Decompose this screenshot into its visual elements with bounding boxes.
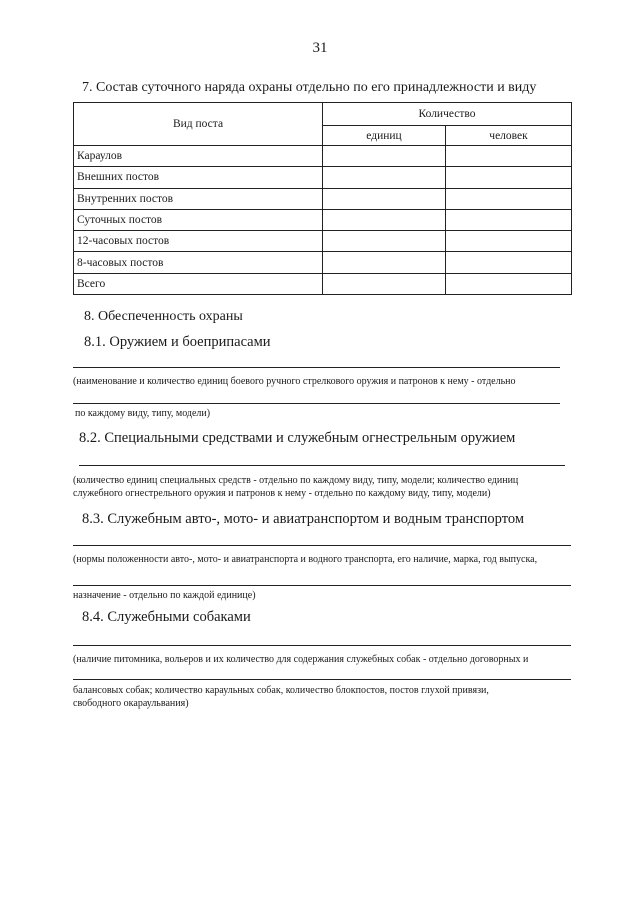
fill-in-line — [73, 367, 560, 368]
post-name-cell: 12-часовых постов — [74, 231, 323, 252]
table-row — [74, 273, 572, 294]
section-8-title: 8. Обеспеченность охраны — [84, 309, 243, 324]
table-row — [74, 167, 572, 188]
people-cell — [446, 231, 572, 252]
fill-in-line — [73, 645, 571, 646]
post-name-cell: Суточных постов — [74, 209, 323, 230]
people-cell — [446, 146, 572, 167]
fill-in-line — [73, 403, 560, 404]
section-8-1-caption-line1: (наименование и количество единиц боевого ручного стрелкового оружия и патронов к нему - отдельно — [73, 376, 516, 387]
units-cell — [323, 146, 446, 167]
section-8-3-heading: 8.3. Служебным авто-, мото- и авиатранспортом и водным транспортом — [82, 511, 525, 527]
column-header-post-type: Вид поста — [74, 103, 323, 146]
section-8-4-caption-line1: (наличие питомника, вольеров и их количество для содержания служебных собак - отдельно договорных и — [73, 654, 529, 665]
post-name-cell: Караулов — [74, 146, 323, 167]
column-header-quantity: Количество — [323, 103, 572, 126]
section-8-4-caption-line2: балансовых собак; количество караульных собак, количество блокпостов, постов глухой привязи, — [73, 685, 489, 696]
section-8-4-caption-line3: свободного окараульвания) — [73, 698, 189, 709]
table-row — [74, 146, 572, 167]
table-row — [74, 188, 572, 209]
people-cell — [446, 252, 572, 273]
people-cell — [446, 188, 572, 209]
section-8-2-heading: 8.2. Специальными средствами и служебным огнестрельным оружием — [79, 430, 516, 446]
post-name-cell: Внешних постов — [74, 167, 323, 188]
section-8-2-caption-line2: служебного огнестрельного оружия и патронов к нему - отдельно по каждому виду, типу, модели) — [73, 488, 491, 499]
section-7-title: 7. Состав суточного наряда охраны отдельно по его принадлежности и виду — [82, 80, 537, 95]
people-cell — [446, 167, 572, 188]
section-8-2-caption-line1: (количество единиц специальных средств - отдельно по каждому виду, типу, модели; количество единиц — [73, 475, 519, 486]
table-row — [74, 209, 572, 230]
units-cell — [323, 252, 446, 273]
units-cell — [323, 273, 446, 294]
fill-in-line — [73, 545, 571, 546]
page-number: 31 — [312, 40, 328, 56]
units-cell — [323, 167, 446, 188]
people-cell — [446, 273, 572, 294]
post-name-cell: Всего — [74, 273, 323, 294]
guard-duty-table — [73, 102, 572, 295]
fill-in-line — [73, 585, 571, 586]
fill-in-line — [73, 679, 571, 680]
section-8-1-caption-line2: по каждому виду, типу, модели) — [75, 408, 211, 419]
people-cell — [446, 209, 572, 230]
section-8-3-caption-line1: (нормы положенности авто-, мото- и авиатранспорта и водного транспорта, его наличие, марка, год выпуска, — [73, 554, 538, 565]
column-header-units: единиц — [323, 126, 446, 146]
table-row — [74, 252, 572, 273]
section-8-1-heading: 8.1. Оружием и боеприпасами — [84, 334, 271, 350]
units-cell — [323, 188, 446, 209]
table-header-row — [74, 103, 572, 126]
units-cell — [323, 231, 446, 252]
section-8-3-caption-line2: назначение - отдельно по каждой единице) — [73, 590, 256, 601]
post-name-cell: 8-часовых постов — [74, 252, 323, 273]
section-8-4-heading: 8.4. Служебными собаками — [82, 609, 251, 625]
column-header-people: человек — [446, 126, 572, 146]
units-cell — [323, 209, 446, 230]
table-row — [74, 231, 572, 252]
fill-in-line — [79, 465, 565, 466]
post-name-cell: Внутренних постов — [74, 188, 323, 209]
